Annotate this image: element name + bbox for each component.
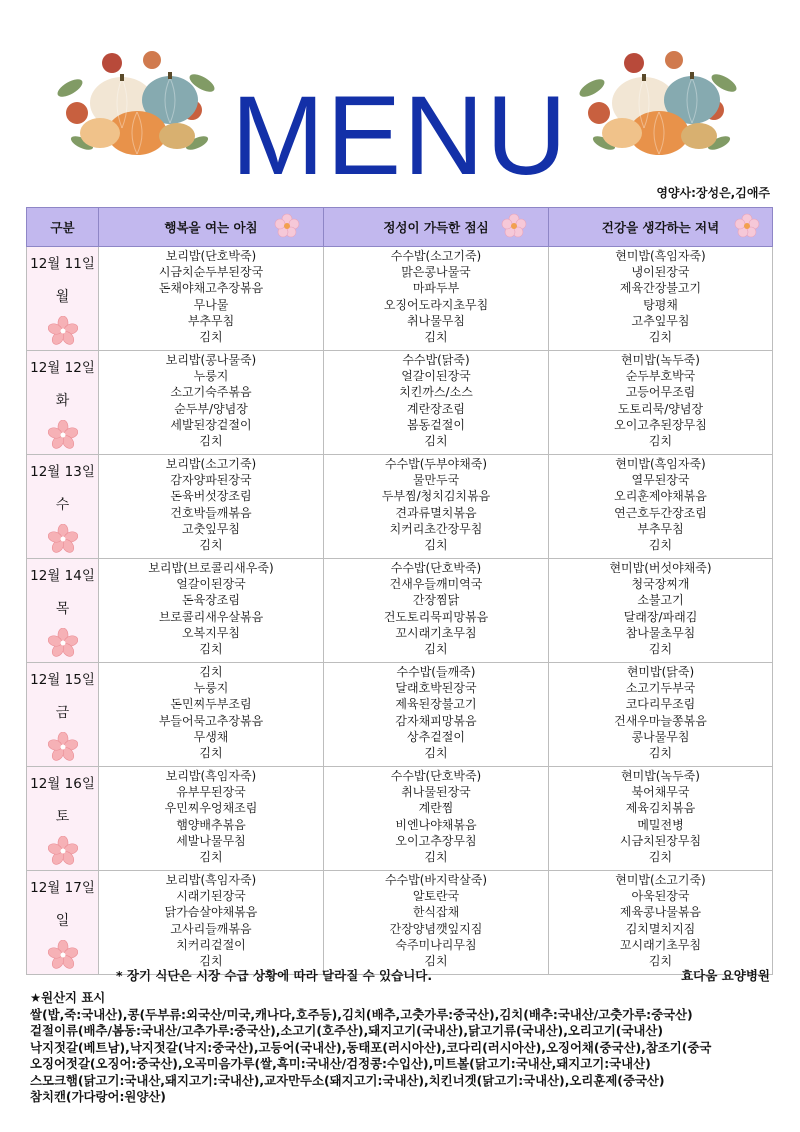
lunch-cell bbox=[324, 559, 549, 663]
menu-item: 부들어묵고추장볶음 bbox=[158, 713, 264, 728]
table-row bbox=[27, 247, 773, 351]
menu-item: 보리밥(콩나물죽) bbox=[165, 353, 257, 367]
column-header-day: 구분 bbox=[27, 208, 99, 247]
breakfast-label: 행복을 여는 아침 bbox=[164, 220, 258, 235]
origin-line: 낙지젓갈(베트남),낙지젓갈(낙지:중국산),고등어(국내산),동태포(러시아산),코다리(러시아산),오징어채(중국산),참조기(중국 bbox=[30, 1039, 712, 1055]
menu-item: 김치 bbox=[424, 745, 448, 760]
menu-item: 감자채피망볶음 bbox=[395, 713, 477, 728]
lunch-cell bbox=[324, 247, 549, 351]
weekday-label: 수 bbox=[55, 497, 70, 513]
menu-item: 김치 bbox=[199, 745, 223, 760]
pumpkin-bouquet-illustration bbox=[574, 48, 744, 163]
menu-item: 제육간장불고기 bbox=[619, 281, 702, 296]
lunch-cell bbox=[324, 871, 549, 975]
date-label: 12월 17일 bbox=[30, 880, 95, 896]
menu-item: 두부찜/청치김치볶음 bbox=[381, 489, 491, 504]
menu-item: 얼갈이된장국 bbox=[176, 577, 246, 592]
flower-icon bbox=[274, 213, 300, 239]
breakfast-cell bbox=[99, 663, 324, 767]
origin-line: 오징어젓갈(오징어:중국산),오곡미음가루(쌀,흑미:국내산/검정콩:수입산),미트볼(닭고기:국내산,돼지고기:국내산) bbox=[30, 1056, 651, 1071]
lunch-cell bbox=[324, 767, 549, 871]
menu-item: 북어채무국 bbox=[631, 785, 690, 800]
menu-item: 김치 bbox=[199, 329, 223, 344]
menu-item: 보리밥(브로콜리새우죽) bbox=[148, 561, 274, 575]
menu-item: 수수밥(두부야채죽) bbox=[384, 457, 488, 471]
dinner-label: 건강을 생각하는 저녁 bbox=[601, 220, 720, 235]
menu-item: 오이고추장무침 bbox=[395, 833, 477, 848]
date-label: 12월 14일 bbox=[30, 568, 95, 584]
date-label: 12월 11일 bbox=[30, 256, 95, 272]
menu-item: 연근호두간장조림 bbox=[614, 505, 707, 520]
menu-item: 돈채야채고추장볶음 bbox=[158, 281, 264, 296]
menu-item: 봄동겉절이 bbox=[407, 417, 465, 432]
menu-item: 햄양배추볶음 bbox=[176, 817, 246, 832]
menu-item: 돈육장조림 bbox=[182, 593, 240, 608]
menu-title: MENU bbox=[231, 73, 569, 198]
menu-item: 김치 bbox=[424, 329, 448, 344]
flower-icon bbox=[48, 732, 78, 765]
dinner-cell bbox=[549, 767, 773, 871]
menu-item: 김치 bbox=[199, 849, 223, 864]
menu-item: 수수밥(단호박죽) bbox=[390, 561, 482, 575]
menu-item: 현미밥(녹두죽) bbox=[621, 769, 700, 783]
menu-item: 돈육버섯장조림 bbox=[170, 489, 252, 504]
menu-item: 김치멸치지짐 bbox=[625, 921, 696, 936]
menu-item: 오이고추된장무침 bbox=[614, 417, 707, 432]
menu-item: 비엔나야채볶음 bbox=[395, 817, 477, 832]
weekly-menu-table bbox=[26, 207, 773, 975]
menu-item: 오복지무침 bbox=[182, 625, 240, 640]
menu-item: 한식잡채 bbox=[412, 905, 460, 920]
menu-item: 누룽지 bbox=[193, 681, 229, 696]
dinner-cell bbox=[549, 663, 773, 767]
menu-item: 김치 bbox=[648, 953, 673, 968]
menu-item: 세발된장겉절이 bbox=[170, 417, 252, 432]
menu-item: 냉이된장국 bbox=[631, 265, 690, 280]
menu-item: 소고기숙주볶음 bbox=[170, 385, 252, 400]
menu-item: 유부무된장국 bbox=[176, 785, 246, 800]
menu-item: 숙주미나리무침 bbox=[395, 937, 477, 952]
menu-item: 김치 bbox=[199, 665, 223, 679]
menu-item: 보리밥(단호박죽) bbox=[165, 249, 257, 263]
menu-item: 닭가슴살야채볶음 bbox=[164, 905, 258, 920]
dinner-cell bbox=[549, 247, 773, 351]
menu-item: 수수밥(단호박죽) bbox=[390, 769, 482, 783]
menu-item: 수수밥(소고기죽) bbox=[390, 249, 482, 263]
flower-icon bbox=[501, 213, 527, 239]
dinner-cell bbox=[549, 871, 773, 975]
weekday-label: 월 bbox=[55, 289, 70, 305]
menu-item: 견과류멸치볶음 bbox=[395, 505, 477, 520]
menu-item: 현미밥(닭죽) bbox=[626, 665, 695, 679]
menu-item: 간장양념깻잎지짐 bbox=[389, 921, 483, 936]
menu-item: 현미밥(흑임자죽) bbox=[615, 249, 706, 263]
menu-item: 제육콩나물볶음 bbox=[619, 905, 702, 920]
lunch-label: 정성이 가득한 점심 bbox=[383, 220, 489, 235]
menu-item: 부추무침 bbox=[187, 313, 235, 328]
origin-labeling bbox=[30, 990, 790, 1106]
menu-item: 건새우마늘쫑볶음 bbox=[614, 713, 707, 728]
menu-item: 수수밥(바지락살죽) bbox=[384, 873, 488, 887]
menu-item: 건새우들깨미역국 bbox=[389, 577, 483, 592]
date-label: 12월 13일 bbox=[30, 464, 95, 480]
menu-item: 고등어무조림 bbox=[625, 385, 696, 400]
menu-item: 취나물무침 bbox=[407, 313, 465, 328]
table-row bbox=[27, 351, 773, 455]
menu-item: 김치 bbox=[424, 849, 448, 864]
menu-item: 보리밥(흑임자죽) bbox=[165, 769, 257, 783]
menu-body bbox=[27, 247, 773, 975]
menu-item: 탕평채 bbox=[643, 297, 678, 312]
menu-item: 건호박들깨볶음 bbox=[170, 505, 252, 520]
menu-item: 김치 bbox=[199, 433, 223, 448]
menu-item: 부추무침 bbox=[637, 521, 684, 536]
breakfast-cell bbox=[99, 247, 324, 351]
day-cell bbox=[27, 455, 99, 559]
dinner-cell bbox=[549, 455, 773, 559]
menu-item: 건도토리묵피망볶음 bbox=[383, 609, 489, 624]
menu-item: 청국장찌개 bbox=[631, 577, 690, 592]
menu-item: 김치 bbox=[648, 849, 673, 864]
breakfast-cell bbox=[99, 767, 324, 871]
day-cell bbox=[27, 247, 99, 351]
menu-item: 현미밥(소고기죽) bbox=[615, 873, 706, 887]
menu-item: 소고기두부국 bbox=[625, 681, 696, 696]
menu-item: 세발나물무침 bbox=[176, 833, 246, 848]
flower-icon bbox=[48, 524, 78, 557]
menu-item: 김치 bbox=[648, 641, 673, 656]
menu-item: 우민찌우엉채조림 bbox=[164, 801, 258, 816]
table-row bbox=[27, 871, 773, 975]
flower-icon bbox=[48, 836, 78, 869]
column-header-breakfast bbox=[99, 208, 324, 247]
menu-item: 김치 bbox=[648, 745, 673, 760]
breakfast-cell bbox=[99, 871, 324, 975]
origin-line: 참치캔(가다랑어:원양산) bbox=[30, 1089, 166, 1104]
menu-item: 치커리겉절이 bbox=[176, 937, 246, 952]
menu-item: 누룽지 bbox=[193, 369, 229, 384]
menu-item: 제육김치볶음 bbox=[625, 801, 696, 816]
menu-item: 열무된장국 bbox=[631, 473, 690, 488]
menu-item: 맑은콩나물국 bbox=[401, 265, 471, 280]
menu-item: 김치 bbox=[199, 953, 223, 968]
menu-item: 치킨까스/소스 bbox=[399, 385, 473, 400]
date-label: 12월 12일 bbox=[30, 360, 95, 376]
weekday-label: 토 bbox=[55, 809, 70, 825]
menu-item: 김치 bbox=[424, 641, 448, 656]
weekday-label: 금 bbox=[55, 705, 70, 721]
menu-item: 돈민찌두부조림 bbox=[170, 697, 252, 712]
menu-item: 간장찜닭 bbox=[412, 593, 460, 608]
menu-item: 취나물된장국 bbox=[401, 785, 471, 800]
menu-item: 현미밥(녹두죽) bbox=[621, 353, 700, 367]
menu-item: 제육된장불고기 bbox=[395, 697, 477, 712]
menu-item: 시금치순두부된장국 bbox=[158, 265, 264, 280]
breakfast-cell bbox=[99, 559, 324, 663]
menu-item: 계란장조림 bbox=[407, 401, 465, 416]
menu-item: 김치 bbox=[199, 537, 223, 552]
menu-item: 순두부호박국 bbox=[625, 369, 696, 384]
table-row bbox=[27, 559, 773, 663]
menu-item: 오징어도라지초무침 bbox=[383, 297, 489, 312]
menu-item: 시금치된장무침 bbox=[619, 833, 702, 848]
menu-item: 브로콜리새우살볶음 bbox=[158, 609, 264, 624]
dinner-cell bbox=[549, 351, 773, 455]
menu-item: 고사리들깨볶음 bbox=[170, 921, 252, 936]
menu-item: 무생채 bbox=[193, 729, 229, 744]
menu-item: 무나물 bbox=[193, 297, 229, 312]
menu-item: 꼬시래기초무침 bbox=[395, 625, 477, 640]
origin-heading: ★원산지 표시 bbox=[30, 990, 106, 1005]
menu-item: 김치 bbox=[199, 641, 223, 656]
hospital-name: 효다움 요양병원 bbox=[681, 968, 770, 983]
menu-item: 김치 bbox=[424, 433, 448, 448]
menu-item: 마파두부 bbox=[412, 281, 460, 296]
menu-item: 현미밥(흑임자죽) bbox=[615, 457, 706, 471]
breakfast-cell bbox=[99, 351, 324, 455]
day-cell bbox=[27, 767, 99, 871]
menu-item: 코다리무조림 bbox=[625, 697, 696, 712]
menu-item: 계란찜 bbox=[418, 801, 454, 816]
menu-item: 김치 bbox=[424, 537, 448, 552]
menu-item: 참나물초무침 bbox=[625, 625, 696, 640]
origin-line: 스모크햄(닭고기:국내산,돼지고기:국내산),교자만두소(돼지고기:국내산),치킨너겟(닭고기:국내산),오리훈제(중국산) bbox=[30, 1072, 665, 1088]
table-row bbox=[27, 663, 773, 767]
table-row bbox=[27, 767, 773, 871]
menu-item: 도토리묵/양념장 bbox=[617, 401, 704, 416]
menu-item: 순두부/양념장 bbox=[174, 401, 248, 416]
menu-item: 알토란국 bbox=[412, 889, 460, 904]
table-row bbox=[27, 455, 773, 559]
weekday-label: 일 bbox=[55, 913, 70, 929]
menu-item: 김치 bbox=[424, 953, 448, 968]
weekday-label: 목 bbox=[55, 601, 70, 617]
lunch-cell bbox=[324, 663, 549, 767]
menu-item: 달래호박된장국 bbox=[395, 681, 477, 696]
flower-icon bbox=[48, 316, 78, 349]
menu-item: 얼갈이된장국 bbox=[401, 369, 471, 384]
menu-item: 소불고기 bbox=[637, 593, 684, 608]
breakfast-cell bbox=[99, 455, 324, 559]
flower-icon bbox=[734, 213, 760, 239]
menu-item: 물만두국 bbox=[412, 473, 460, 488]
lunch-cell bbox=[324, 351, 549, 455]
menu-item: 수수밥(닭죽) bbox=[402, 353, 470, 367]
menu-item: 현미밥(버섯야채죽) bbox=[609, 561, 712, 575]
date-label: 12월 16일 bbox=[30, 776, 95, 792]
menu-item: 고추잎무침 bbox=[631, 313, 690, 328]
flower-icon bbox=[48, 420, 78, 453]
menu-item: 보리밥(소고기죽) bbox=[165, 457, 257, 471]
flower-icon bbox=[48, 628, 78, 661]
origin-line: 쌀(밥,죽:국내산),콩(두부류:외국산/미국,캐나다,호주등),김치(배추,고춧가루:중국산),김치(배추:국내산/고춧가루:중국산) bbox=[30, 1006, 693, 1022]
menu-item: 김치 bbox=[648, 329, 673, 344]
nutritionist-names: 영양사:장성은,김애주 bbox=[656, 186, 770, 200]
menu-item: 꼬시래기초무침 bbox=[619, 937, 702, 952]
day-cell bbox=[27, 351, 99, 455]
flower-icon bbox=[48, 940, 78, 973]
menu-item: 달래장/파래김 bbox=[623, 609, 698, 624]
lunch-cell bbox=[324, 455, 549, 559]
table-header-row bbox=[27, 208, 773, 247]
menu-item: 김치 bbox=[648, 537, 673, 552]
schedule-note: * 장기 식단은 시장 수급 상황에 따라 달라질 수 있습니다. bbox=[116, 968, 433, 983]
menu-item: 콩나물무침 bbox=[631, 729, 690, 744]
weekday-label: 화 bbox=[55, 393, 70, 409]
menu-item: 고춧잎무침 bbox=[182, 521, 240, 536]
date-label: 12월 15일 bbox=[30, 672, 95, 688]
menu-item: 보리밥(흑임자죽) bbox=[165, 873, 257, 887]
column-header-lunch bbox=[324, 208, 549, 247]
menu-item: 시래기된장국 bbox=[176, 889, 246, 904]
menu-item: 오리훈제야채볶음 bbox=[614, 489, 707, 504]
origin-line: 겉절이류(배추/봄동:국내산/고추가루:중국산),소고기(호주산),돼지고기(국내산),닭고기류(국내산),오리고기(국내산) bbox=[30, 1023, 664, 1038]
page-header bbox=[0, 0, 800, 208]
day-cell bbox=[27, 663, 99, 767]
menu-item: 치커리초간장무침 bbox=[389, 521, 483, 536]
menu-item: 김치 bbox=[648, 433, 673, 448]
menu-item: 감자양파된장국 bbox=[170, 473, 252, 488]
day-cell bbox=[27, 559, 99, 663]
day-cell bbox=[27, 871, 99, 975]
menu-item: 아욱된장국 bbox=[631, 889, 690, 904]
menu-item: 상추겉절이 bbox=[407, 729, 465, 744]
menu-item: 메밀전병 bbox=[637, 817, 684, 832]
dinner-cell bbox=[549, 559, 773, 663]
menu-item: 수수밥(들깨죽) bbox=[396, 665, 476, 679]
column-header-dinner bbox=[549, 208, 773, 247]
